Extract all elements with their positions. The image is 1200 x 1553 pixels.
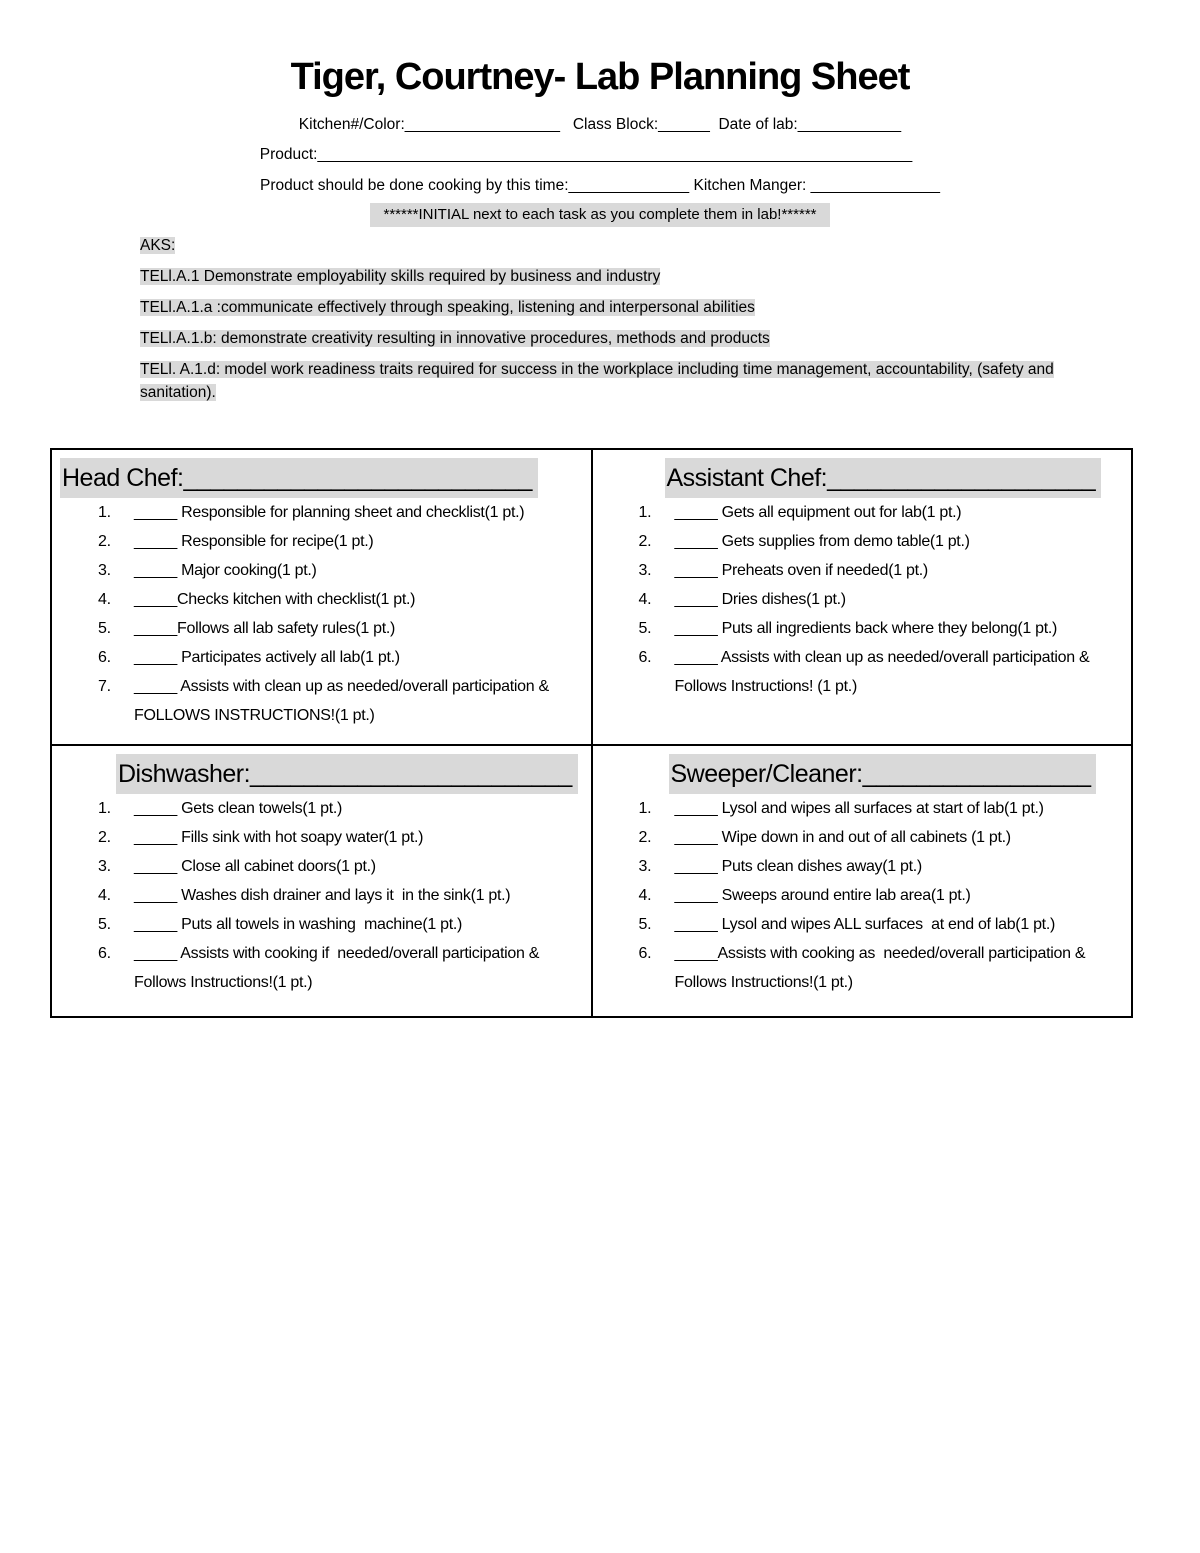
task-item: 1. _____ Gets clean towels(1 pt.) bbox=[98, 800, 343, 817]
task-item: 4. _____Checks kitchen with checklist(1 pt.) bbox=[98, 591, 416, 608]
sweeper-cleaner-task-list bbox=[601, 794, 1122, 997]
task-item: 6. _____ Participates actively all lab(1 pt.) bbox=[98, 649, 400, 666]
aks-standards bbox=[140, 234, 1060, 412]
task-item: 2. _____ Responsible for recipe(1 pt.) bbox=[98, 533, 374, 550]
initial-note: ******INITIAL next to each task as you complete them in lab!****** bbox=[370, 203, 830, 227]
product-line: Product:_____________________________________________________________________ bbox=[259, 146, 913, 163]
task-item: 5. _____ Puts all towels in washing machine(1 pt.) bbox=[98, 916, 463, 933]
task-item: 3. _____ Close all cabinet doors(1 pt.) bbox=[98, 858, 376, 875]
task-item: 4. _____ Dries dishes(1 pt.) bbox=[638, 591, 846, 608]
head-chef-cell bbox=[51, 449, 592, 745]
task-item: 5. _____ Puts all ingredients back where they belong(1 pt.) bbox=[638, 620, 1058, 637]
aks-standard-item: TELl.A.1.b: demonstrate creativity resulting in innovative procedures, methods and products bbox=[140, 330, 770, 347]
aks-label: AKS: bbox=[140, 237, 176, 254]
head-chef-heading: Head Chef:__________________________ bbox=[60, 458, 538, 498]
dishwasher-heading: Dishwasher:________________________ bbox=[116, 754, 578, 794]
task-item: 2. _____ Wipe down in and out of all cabinets (1 pt.) bbox=[638, 829, 1011, 846]
aks-standard-item: TELl. A.1.d: model work readiness traits required for success in the workplace including time management, accountability, (safety and sanitation). bbox=[140, 361, 1054, 401]
sweeper-cleaner-heading: Sweeper/Cleaner:_________________ bbox=[669, 754, 1097, 794]
task-item: 3. _____ Major cooking(1 pt.) bbox=[98, 562, 317, 579]
task-item: 3. _____ Puts clean dishes away(1 pt.) bbox=[638, 858, 922, 875]
aks-standard-item: TELl.A.1 Demonstrate employability skills required by business and industry bbox=[140, 268, 661, 285]
task-item: 1. _____ Lysol and wipes all surfaces at start of lab(1 pt.) bbox=[638, 800, 1044, 817]
task-item: 4. _____ Sweeps around entire lab area(1 pt.) bbox=[638, 887, 971, 904]
task-item: 2. _____ Gets supplies from demo table(1 pt.) bbox=[638, 533, 970, 550]
task-item: 1. _____ Responsible for planning sheet and checklist(1 pt.) bbox=[98, 504, 525, 521]
task-item: 4. _____ Washes dish drainer and lays it in the sink(1 pt.) bbox=[98, 887, 511, 904]
assistant-chef-task-list bbox=[601, 498, 1122, 701]
dishwasher-task-list bbox=[60, 794, 581, 997]
page-title: Tiger, Courtney- Lab Planning Sheet bbox=[290, 56, 910, 98]
dishwasher-cell bbox=[51, 745, 592, 1017]
assistant-chef-cell bbox=[592, 449, 1133, 745]
task-item: 6. _____Assists with cooking as needed/overall participation & Follows Instructions!(1 pt.) bbox=[638, 945, 1090, 991]
roles-table bbox=[50, 448, 1133, 1018]
assistant-chef-heading: Assistant Chef:____________________ bbox=[665, 458, 1102, 498]
task-item: 2. _____ Fills sink with hot soapy water(1 pt.) bbox=[98, 829, 424, 846]
task-item: 6. _____ Assists with cooking if needed/overall participation & Follows Instructions!(1 pt.) bbox=[98, 945, 544, 991]
task-item: 5. _____Follows all lab safety rules(1 pt.) bbox=[98, 620, 396, 637]
task-item: 5. _____ Lysol and wipes ALL surfaces at end of lab(1 pt.) bbox=[638, 916, 1055, 933]
head-chef-task-list bbox=[60, 498, 581, 730]
task-item: 7. _____ Assists with clean up as needed/overall participation & FOLLOWS INSTRUCTIONS!(1 pt.) bbox=[98, 678, 554, 724]
aks-standard-item: TELl.A.1.a :communicate effectively through speaking, listening and interpersonal abilities bbox=[140, 299, 755, 316]
kitchen-class-date-line: Kitchen#/Color:__________________ Class Block:______ Date of lab:____________ bbox=[298, 116, 902, 133]
done-time-manager-line: Product should be done cooking by this time:______________ Kitchen Manger: _______________ bbox=[260, 177, 940, 194]
sweeper-cleaner-cell bbox=[592, 745, 1133, 1017]
task-item: 3. _____ Preheats oven if needed(1 pt.) bbox=[638, 562, 928, 579]
task-item: 1. _____ Gets all equipment out for lab(1 pt.) bbox=[638, 504, 962, 521]
task-item: 6. _____ Assists with clean up as needed/overall participation & Follows Instructions! (1 pt.) bbox=[638, 649, 1094, 695]
